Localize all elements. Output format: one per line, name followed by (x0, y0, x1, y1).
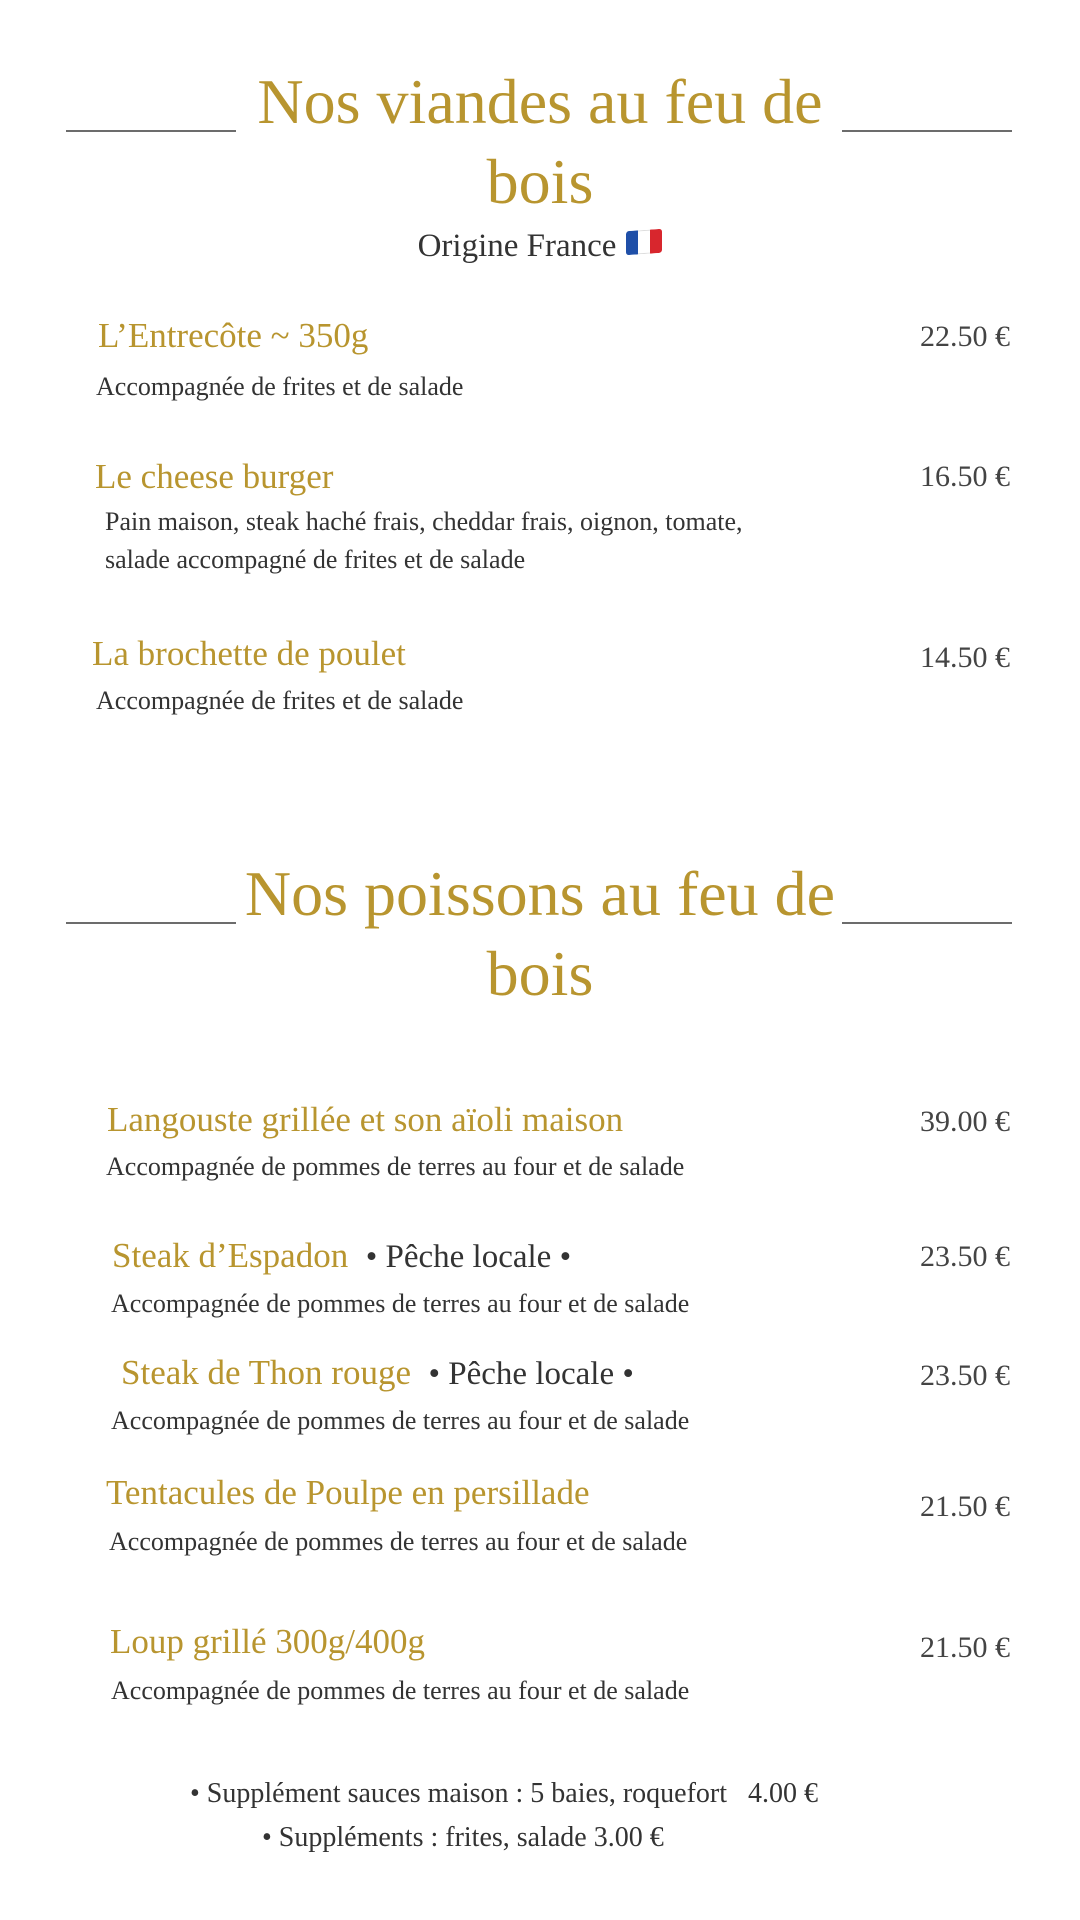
section-title-line2: bois (486, 146, 594, 217)
menu-item-price: 21.50 € (920, 1631, 1010, 1664)
menu-item-price: 23.50 € (920, 1240, 1010, 1273)
menu-item-name (121, 1353, 634, 1393)
menu-item-price: 22.50 € (920, 320, 1010, 353)
menu-item-price: 14.50 € (920, 641, 1010, 674)
menu-item-price: 23.50 € (920, 1359, 1010, 1392)
menu-item-price: 39.00 € (920, 1105, 1010, 1138)
menu-item-price: 21.50 € (920, 1490, 1010, 1523)
local-fishing-tag: • Pêche locale • (365, 1239, 572, 1275)
section-title-fish (0, 854, 1080, 1014)
menu-item-name-text: Steak d’Espadon (112, 1236, 349, 1275)
menu-item-desc-line2: salade accompagné de frites et de salade (105, 545, 526, 574)
supplement-sides: • Suppléments : frites, salade 3.00 € (262, 1822, 664, 1853)
france-flag-icon (626, 229, 662, 256)
menu-item-desc: Accompagnée de pommes de terres au four et de salade (111, 1289, 690, 1318)
menu-item-desc-line1: Pain maison, steak haché frais, cheddar frais, oignon, tomate, (105, 507, 743, 536)
menu-item-name: Tentacules de Poulpe en persillade (106, 1473, 590, 1512)
menu-item-name: L’Entrecôte ~ 350g (98, 316, 369, 355)
menu-item-name: Langouste grillée et son aïoli maison (107, 1100, 624, 1139)
menu-item-name: Loup grillé 300g/400g (110, 1622, 425, 1661)
origin-label (0, 228, 1080, 265)
supplement-sauces: • Supplément sauces maison : 5 baies, roquefort 4.00 € (190, 1778, 819, 1809)
section-title-meats (0, 62, 1080, 222)
menu-item-desc: Accompagnée de pommes de terres au four et de salade (106, 1152, 685, 1181)
menu-item-desc (105, 503, 743, 579)
menu-item-name-text: Steak de Thon rouge (121, 1353, 411, 1392)
origin-text: Origine France (417, 228, 617, 264)
section-title-line1: Nos poissons au feu de (244, 858, 836, 929)
section-title-line2: bois (486, 938, 594, 1009)
menu-item-name: La brochette de poulet (92, 634, 406, 673)
menu-item-desc: Accompagnée de pommes de terres au four et de salade (111, 1406, 690, 1435)
menu-item-desc: Accompagnée de frites et de salade (96, 372, 464, 401)
menu-item-desc: Accompagnée de frites et de salade (96, 686, 464, 715)
local-fishing-tag: • Pêche locale • (428, 1356, 634, 1392)
menu-item-name (112, 1236, 571, 1276)
section-title-line1: Nos viandes au feu de (257, 66, 823, 137)
menu-item-price: 16.50 € (920, 460, 1010, 493)
menu-item-desc: Accompagnée de pommes de terres au four et de salade (111, 1676, 690, 1705)
menu-item-name: Le cheese burger (95, 457, 334, 496)
menu-item-desc: Accompagnée de pommes de terres au four et de salade (109, 1527, 688, 1556)
